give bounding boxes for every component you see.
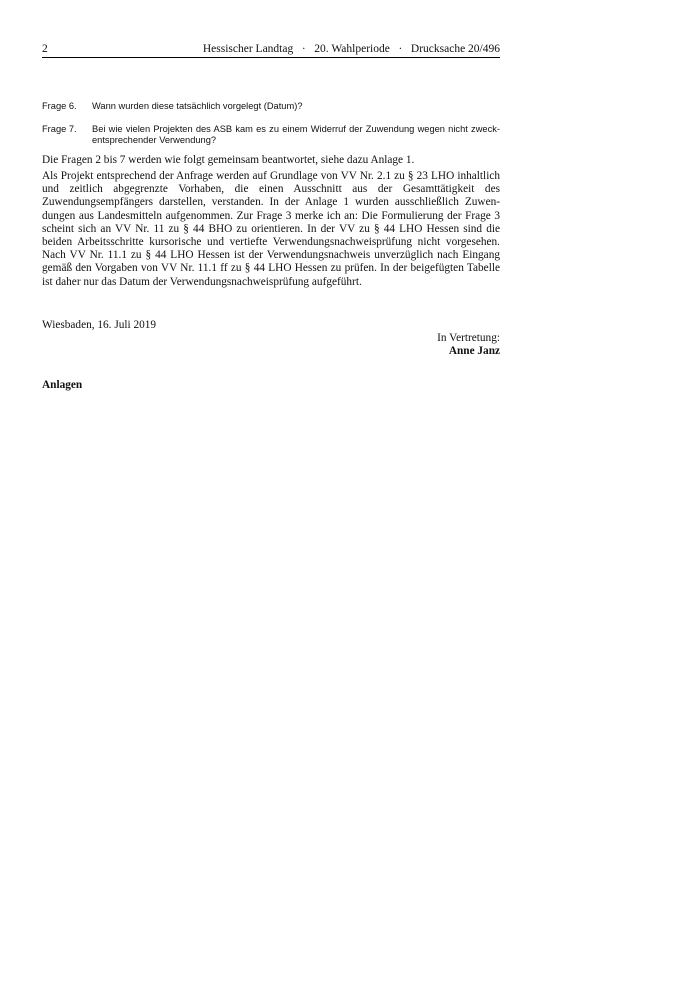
question-6 bbox=[42, 101, 500, 112]
header-rule bbox=[42, 57, 500, 58]
question-label: Frage 6. bbox=[42, 101, 77, 111]
signatory-name: Anne Janz bbox=[448, 345, 500, 357]
page-number: 2 bbox=[42, 43, 48, 55]
representation-label: In Vertretung: bbox=[437, 332, 500, 344]
question-7 bbox=[42, 124, 500, 146]
attachments-heading: Anlagen bbox=[42, 379, 83, 391]
signature-block bbox=[437, 332, 500, 358]
question-text: Bei wie vielen Projekten des ASB kam es zu einem Widerruf der Zuwendung wegen nicht zweckentsprechender Verwendung? bbox=[92, 124, 500, 145]
running-head: Hessischer Landtag · 20. Wahlperiode · Drucksache 20/496 bbox=[202, 43, 500, 55]
place-date: Wiesbaden, 16. Juli 2019 bbox=[42, 319, 157, 331]
question-text: Wann wurden diese tatsächlich vorgelegt (Datum)? bbox=[92, 101, 303, 111]
page-header bbox=[42, 41, 500, 58]
answer-intro: Die Fragen 2 bis 7 werden wie folgt gemeinsam beantwortet, siehe dazu Anlage 1. bbox=[42, 154, 415, 166]
answer-paragraph: Als Projekt entsprechend der Anfrage werden auf Grundlage von VV Nr. 2.1 zu § 23 LHO inhaltlich und zeitlich abgegrenzte Vorhaben, die einen Ausschnitt aus der Gesamttätigkeit des Zuwendungsempfängers darstellen, verstanden. In der Anlage 1 wurden ausschließlich Zuwendungen aus Landesmitteln aufgenommen. Zur Frage 3 merke ich an: Die Formulierung der Frage 3 scheint sich an VV Nr. 11 zu § 44 BHO zu orientieren. In der VV zu § 44 LHO Hessen sind die beiden Arbeitsschritte kursorische und vertiefte Verwendungsnachweisprüfung nicht vorgesehen. Nach VV Nr. 11.1 zu § 44 LHO Hessen ist der Verwendungsnachweis unverzüglich nach Eingang gemäß den Vorgaben von VV Nr. 11.1 ff zu § 44 LHO Hessen zu prüfen. In der beigefügten Tabelle ist daher nur das Datum der Verwendungsnachweisprüfung aufgeführt. bbox=[42, 170, 500, 288]
question-label: Frage 7. bbox=[42, 124, 77, 134]
